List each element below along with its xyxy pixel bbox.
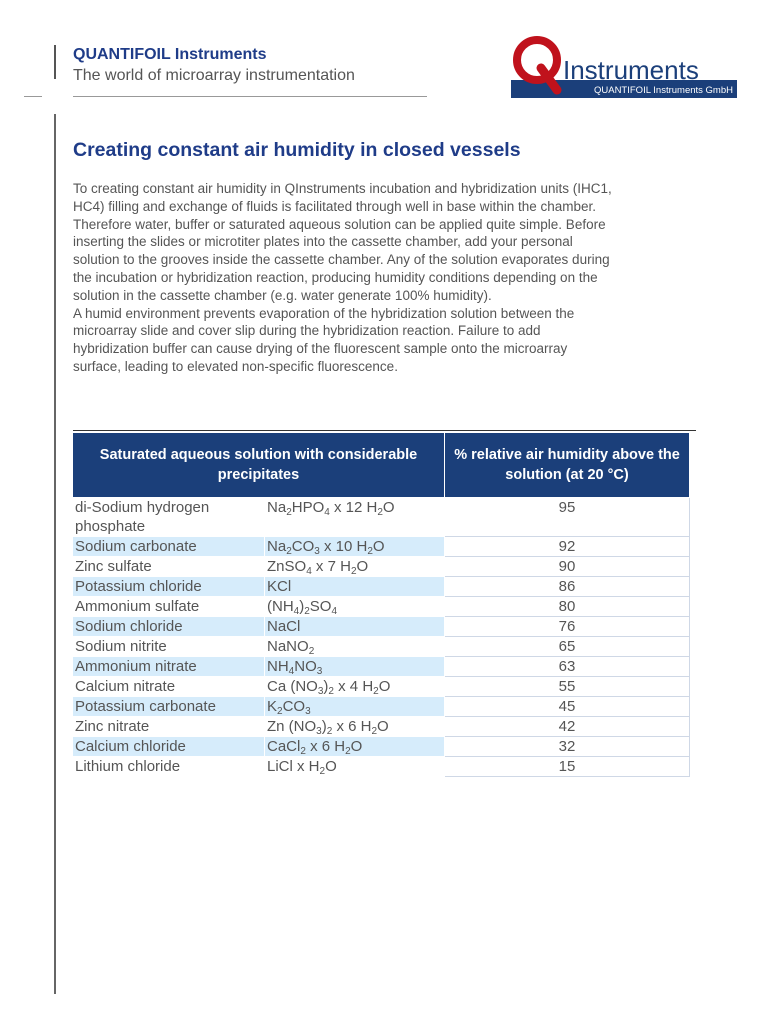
humidity-value: 86 (445, 577, 690, 597)
table-row (73, 617, 690, 637)
company-name: QUANTIFOIL Instruments (73, 46, 267, 63)
intro-paragraph (73, 180, 703, 376)
humidity-value: 90 (445, 557, 690, 577)
solution-name: Zinc sulfate (73, 557, 265, 577)
solution-name: Zinc nitrate (73, 717, 265, 737)
intro-line: A humid environment prevents evaporation of the hybridization solution between the (73, 305, 575, 321)
chemical-formula: KCl (265, 577, 445, 597)
svg-text:QUANTIFOIL Instruments GmbH: QUANTIFOIL Instruments GmbH (593, 85, 733, 96)
chemical-formula: $K_2CO_3$ (265, 697, 445, 717)
chemical-formula: CaCl$_2$ x 6 $H_2O$ (265, 737, 445, 757)
svg-text:Instruments: Instruments (563, 55, 699, 85)
solution-name: Lithium chloride (73, 757, 265, 777)
humidity-value: 63 (445, 657, 690, 677)
solution-name: Ammonium sulfate (73, 597, 265, 617)
intro-line: hybridization buffer can cause drying of the fluorescent sample onto the microarray (73, 341, 568, 357)
intro-line: To creating constant air humidity in QInstruments incubation and hybridization units (IHC1, (73, 181, 612, 196)
humidity-value: 42 (445, 717, 690, 737)
humidity-value: 32 (445, 737, 690, 757)
margin-tick (24, 96, 42, 97)
humidity-value: 55 (445, 677, 690, 697)
chemical-formula: Zn $(NO_3)_2$ x 6 $H_2O$ (265, 717, 445, 737)
chemical-formula: NaCl (265, 617, 445, 637)
table-row (73, 498, 690, 537)
humidity-value: 15 (445, 757, 690, 777)
table-row (73, 757, 690, 777)
table-row (73, 537, 690, 557)
intro-line: inserting the slides or microtiter plates into the cassette chamber, add your personal (73, 234, 573, 250)
page-title: Creating constant air humidity in closed vessels (73, 139, 521, 161)
table-row (73, 597, 690, 617)
table-header-row (73, 433, 690, 498)
chemical-formula: ZnSO$_4$ x 7 $H_2O$ (265, 557, 445, 577)
chemical-formula: $(NH_4)_2SO_4$ (265, 597, 445, 617)
solution-name: Potassium chloride (73, 577, 265, 597)
chemical-formula: LiCl x $H_2O$ (265, 757, 445, 777)
humidity-value: 80 (445, 597, 690, 617)
header-solution: Saturated aqueous solution with considerable precipitates (73, 433, 445, 498)
intro-line: solution to the grooves inside the cassette chamber. Any of the solution evaporates during (73, 252, 610, 268)
intro-line: the incubation or hybridization reaction, producing humidity conditions depending on the (73, 269, 598, 285)
humidity-value: 65 (445, 637, 690, 657)
header-humidity: % relative air humidity above the solution (at 20 °C) (445, 433, 690, 498)
intro-line: solution in the cassette chamber (e.g. water generate 100% humidity). (73, 287, 492, 303)
solution-name: di-Sodium hydrogen phosphate (73, 498, 265, 537)
table-row (73, 717, 690, 737)
solution-name: Ammonium nitrate (73, 657, 265, 677)
solution-name: Calcium chloride (73, 737, 265, 757)
chemical-formula: Ca $(NO_3)_2$ x 4 $H_2O$ (265, 677, 445, 697)
solution-name: Sodium chloride (73, 617, 265, 637)
table-row (73, 657, 690, 677)
chemical-formula: $NH_4NO_3$ (265, 657, 445, 677)
margin-bar-main (54, 114, 56, 994)
intro-line: Therefore water, buffer or saturated aqueous solution can be applied quite simple. Before (73, 216, 606, 232)
qinstruments-logo (511, 34, 737, 98)
solution-name: Potassium carbonate (73, 697, 265, 717)
solution-name: Sodium carbonate (73, 537, 265, 557)
table-row (73, 637, 690, 657)
header-divider (73, 96, 427, 97)
table-row (73, 697, 690, 717)
table-row (73, 577, 690, 597)
humidity-table (72, 432, 690, 777)
margin-bar-top (54, 45, 56, 79)
humidity-value: 92 (445, 537, 690, 557)
humidity-value: 95 (445, 498, 690, 537)
table-top-rule (73, 430, 696, 431)
chemical-formula: $Na_2CO_3$ x 10 $H_2O$ (265, 537, 445, 557)
intro-line: HC4) filling and exchange of fluids is facilitated through well in base within the chamber. (73, 198, 597, 214)
humidity-value: 45 (445, 697, 690, 717)
humidity-value: 76 (445, 617, 690, 637)
intro-line: microarray slide and cover slip during the hybridization reaction. Failure to add (73, 323, 541, 339)
solution-name: Calcium nitrate (73, 677, 265, 697)
intro-line: surface, leading to elevated non-specific fluorescence. (73, 358, 398, 374)
table-row (73, 677, 690, 697)
company-tagline: The world of microarray instrumentation (73, 67, 355, 84)
table-row (73, 737, 690, 757)
solution-name: Sodium nitrite (73, 637, 265, 657)
table-row (73, 557, 690, 577)
chemical-formula: NaNO$_2$ (265, 637, 445, 657)
chemical-formula: $Na_2HPO_4$ x 12 $H_2O$ (265, 498, 445, 537)
